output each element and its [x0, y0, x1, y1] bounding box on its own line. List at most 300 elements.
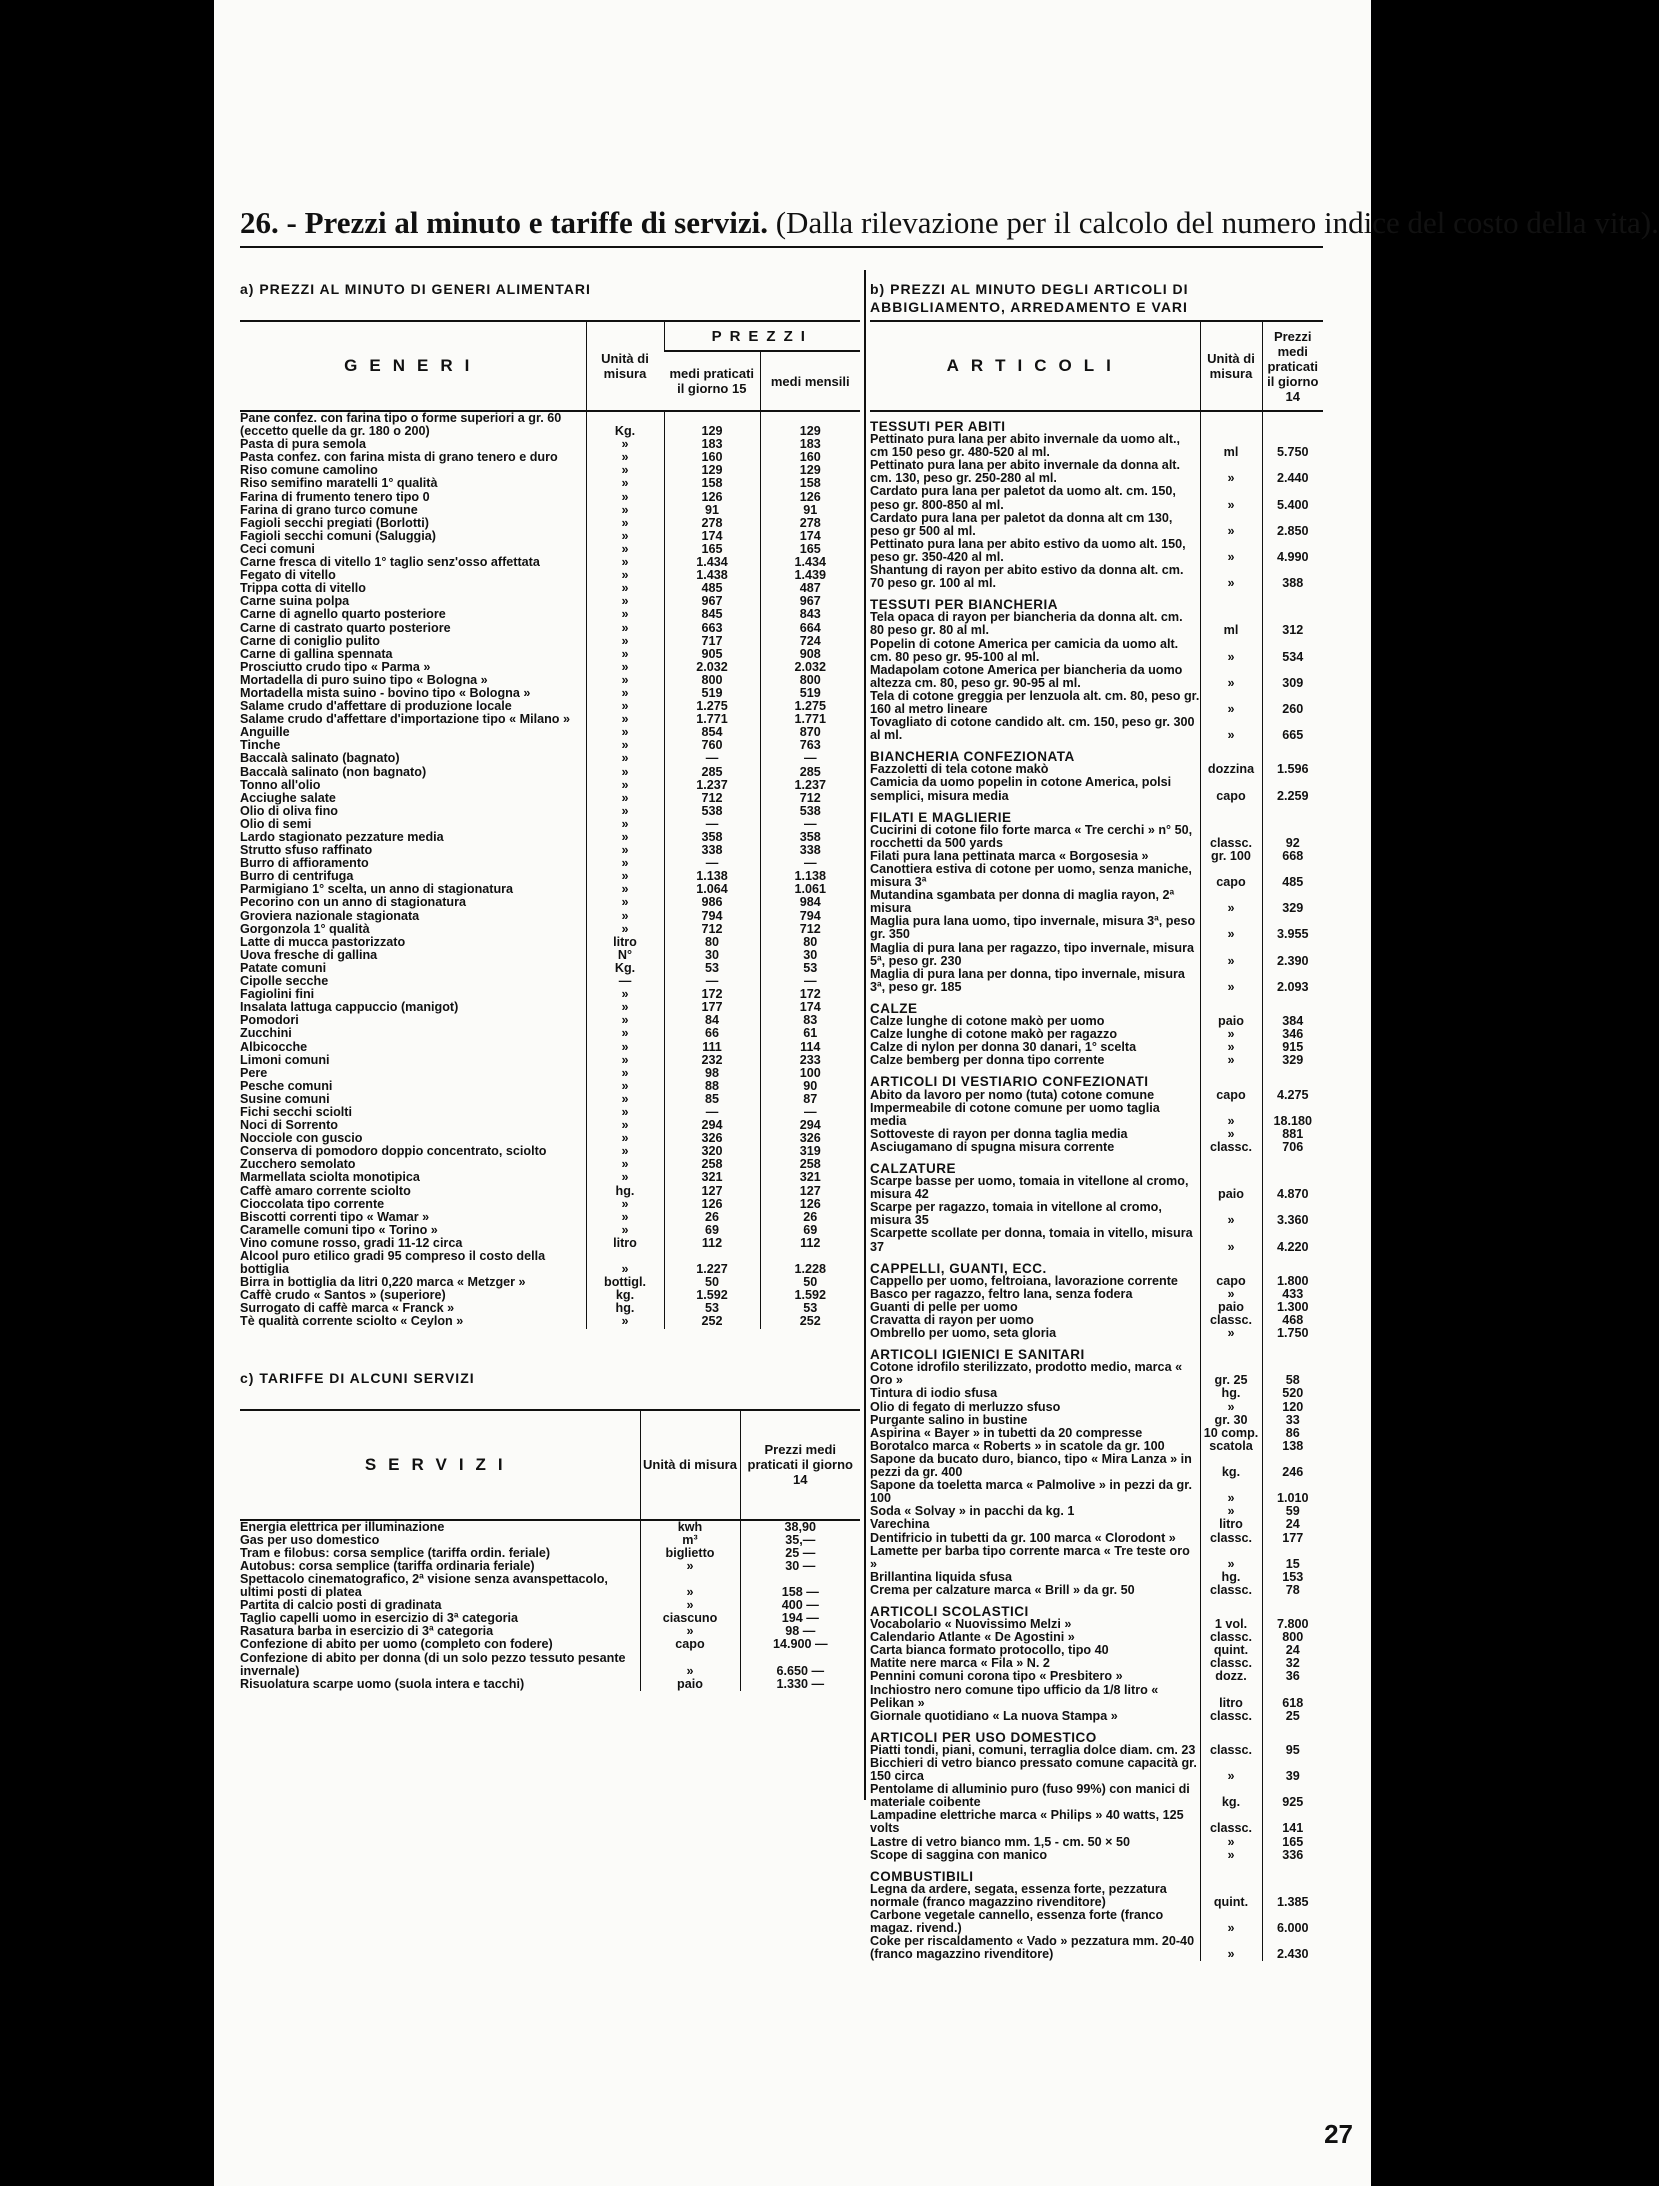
category-spacer: [1262, 590, 1323, 611]
item-price-month: 285: [760, 766, 860, 779]
article-label: Cravatta di rayon per uomo: [870, 1313, 1034, 1327]
article-unit: 10 comp.: [1200, 1427, 1262, 1440]
table-row: [240, 766, 860, 779]
article-label: Calze di nylon per donna 30 danari, 1° scelta: [870, 1040, 1137, 1055]
title-number: 26.: [240, 205, 279, 240]
item-price-month: 1.237: [760, 779, 860, 792]
item-label: Conserva di pomodoro doppio concentrato, sciolto: [240, 1144, 547, 1159]
article-price: 153: [1262, 1571, 1323, 1584]
table-row: [240, 1573, 860, 1599]
article-price: 39: [1262, 1757, 1323, 1783]
item-unit: »: [586, 608, 664, 621]
item-label: Pasta di pura semola: [240, 437, 366, 452]
table-row: [870, 664, 1323, 690]
table-row: [240, 1198, 860, 1211]
header-medi-mensili: medi mensili: [760, 351, 860, 411]
category-spacer: [1200, 411, 1262, 433]
item-price-day: 712: [664, 792, 760, 805]
item-unit: »: [586, 988, 664, 1001]
article-price: 309: [1262, 664, 1323, 690]
header-unit: Unità di misura: [586, 321, 664, 411]
item-label: Farina di grano turco comune: [240, 502, 418, 517]
item-price-day: 26: [664, 1211, 760, 1224]
table-row: [240, 975, 860, 988]
item-label: Anguille: [240, 725, 290, 740]
table-row: [870, 1102, 1323, 1128]
article-label: Canottiera estiva di cotone per uomo, senza maniche, misura 3ª: [870, 862, 1192, 890]
article-price: 706: [1262, 1141, 1323, 1154]
item-price-month: 319: [760, 1145, 860, 1158]
item-unit: »: [586, 1119, 664, 1132]
table-row: [870, 1757, 1323, 1783]
article-price: 25: [1262, 1710, 1323, 1723]
table-row: [870, 1883, 1323, 1909]
item-price-month: 90: [760, 1080, 860, 1093]
service-unit: biglietto: [640, 1547, 740, 1560]
item-unit: »: [586, 1014, 664, 1027]
item-price-day: 320: [664, 1145, 760, 1158]
table-row: [870, 1227, 1323, 1253]
item-label: Farina di frumento tenero tipo 0: [240, 489, 430, 504]
item-price-day: 485: [664, 582, 760, 595]
service-label: Risuolatura scarpe uomo (suola intera e tacchi): [240, 1676, 525, 1691]
item-label: Olio di semi: [240, 816, 312, 831]
item-unit: »: [586, 1224, 664, 1237]
article-unit: scatola: [1200, 1440, 1262, 1453]
table-row: [870, 1571, 1323, 1584]
table-row: [240, 1080, 860, 1093]
article-price: 2.259: [1262, 776, 1323, 802]
category-row: [870, 1154, 1323, 1175]
item-price-month: 114: [760, 1041, 860, 1054]
service-label: Taglio capelli uomo in esercizio di 3ª categoria: [240, 1611, 519, 1626]
item-unit: »: [586, 805, 664, 818]
item-unit: »: [586, 491, 664, 504]
table-row: [240, 1027, 860, 1040]
table-row: [240, 896, 860, 909]
article-price: 534: [1262, 638, 1323, 664]
article-label: Vocabolario « Nuovissimo Melzi »: [870, 1617, 1072, 1632]
article-label: Ombrello per uomo, seta gloria: [870, 1326, 1057, 1341]
table-row: [870, 1479, 1323, 1505]
item-label: Fegato di vitello: [240, 568, 336, 583]
item-price-day: 126: [664, 1198, 760, 1211]
table-row: [240, 622, 860, 635]
table-row: [870, 824, 1323, 850]
article-unit: classc.: [1200, 1744, 1262, 1757]
item-price-day: 538: [664, 805, 760, 818]
category-spacer: [1262, 1340, 1323, 1361]
item-unit: bottigl.: [586, 1276, 664, 1289]
item-price-day: 1.227: [664, 1250, 760, 1276]
table-row: [240, 1211, 860, 1224]
article-label: Scope di saggina con manico: [870, 1847, 1048, 1862]
item-unit: »: [586, 504, 664, 517]
category-row: [870, 590, 1323, 611]
item-unit: »: [586, 1211, 664, 1224]
article-label: Calendario Atlante « De Agostini »: [870, 1630, 1075, 1645]
article-unit: »: [1200, 512, 1262, 538]
article-price: 58: [1262, 1361, 1323, 1387]
item-price-month: 712: [760, 923, 860, 936]
category-spacer: [1200, 1340, 1262, 1361]
header-articles-prezzi: Prezzi medi praticati il giorno 14: [1262, 321, 1323, 411]
article-unit: »: [1200, 664, 1262, 690]
section-a-title: a) PREZZI AL MINUTO DI GENERI ALIMENTARI: [240, 281, 591, 297]
item-price-month: 1.592: [760, 1289, 860, 1302]
article-price: 346: [1262, 1028, 1323, 1041]
header-servizi: SERVIZI: [240, 1410, 640, 1520]
category-name: ARTICOLI DI VESTIARIO CONFEZIONATI: [870, 1074, 1149, 1090]
item-price-month: 100: [760, 1067, 860, 1080]
item-price-month: 174: [760, 1001, 860, 1014]
article-label: Olio di fegato di merluzzo sfuso: [870, 1399, 1061, 1414]
table-row: [240, 1014, 860, 1027]
table-row: [870, 690, 1323, 716]
table-row: [240, 923, 860, 936]
article-price: 668: [1262, 850, 1323, 863]
item-price-day: 158: [664, 477, 760, 490]
category-row: [870, 1597, 1323, 1618]
item-price-day: 30: [664, 949, 760, 962]
article-price: 384: [1262, 1015, 1323, 1028]
item-unit: »: [586, 556, 664, 569]
item-label: Parmigiano 1° scelta, un anno di stagionatura: [240, 882, 514, 897]
article-label: Coke per riscaldamento « Vado » pezzatura mm. 20-40 (franco magazzino rivenditore): [870, 1934, 1195, 1962]
item-price-day: 258: [664, 1158, 760, 1171]
item-price-month: 326: [760, 1132, 860, 1145]
table-row: [240, 792, 860, 805]
article-unit: dozzina: [1200, 763, 1262, 776]
article-unit: paio: [1200, 1175, 1262, 1201]
table-row: [240, 1054, 860, 1067]
table-row: [240, 530, 860, 543]
item-price-day: 69: [664, 1224, 760, 1237]
article-unit: »: [1200, 1935, 1262, 1961]
item-unit: »: [586, 517, 664, 530]
table-row: [240, 1067, 860, 1080]
article-unit: »: [1200, 942, 1262, 968]
item-price-month: 30: [760, 949, 860, 962]
article-label: Mutandina sgambata per donna di maglia rayon, 2ª misura: [870, 888, 1175, 916]
item-price-month: 126: [760, 491, 860, 504]
item-price-day: 174: [664, 530, 760, 543]
table-row: [240, 491, 860, 504]
category-spacer: [1200, 1254, 1262, 1275]
service-unit: ciascuno: [640, 1612, 740, 1625]
article-unit: »: [1200, 485, 1262, 511]
item-label: Groviera nazionale stagionata: [240, 908, 420, 923]
item-unit: »: [586, 870, 664, 883]
section-a: [240, 270, 860, 1691]
table-row: [870, 1670, 1323, 1683]
item-price-day: 794: [664, 910, 760, 923]
item-price-month: 258: [760, 1158, 860, 1171]
table-row: [870, 1141, 1323, 1154]
article-label: Pennini comuni corona tipo « Presbitero »: [870, 1669, 1123, 1684]
article-price: 7.800: [1262, 1618, 1323, 1631]
article-unit: »: [1200, 1288, 1262, 1301]
article-label: Varechina: [870, 1517, 930, 1532]
table-row: [240, 1547, 860, 1560]
category-row: [870, 994, 1323, 1015]
table-row: [240, 726, 860, 739]
category-spacer: [1262, 411, 1323, 433]
item-price-day: 326: [664, 1132, 760, 1145]
article-label: Popelin di cotone America per camicia da uomo alt. cm. 80 peso gr. 95-100 al ml.: [870, 636, 1179, 664]
header-articoli: ARTICOLI: [870, 321, 1200, 411]
item-unit: »: [586, 1250, 664, 1276]
item-unit: »: [586, 530, 664, 543]
article-label: Lamette per barba tipo corrente marca « Tre teste oro »: [870, 1543, 1190, 1571]
article-price: 141: [1262, 1809, 1323, 1835]
article-unit: classc.: [1200, 1657, 1262, 1670]
item-unit: »: [586, 818, 664, 831]
article-price: 388: [1262, 564, 1323, 590]
article-price: 6.000: [1262, 1909, 1323, 1935]
table-row: [240, 1001, 860, 1014]
item-unit: »: [586, 1106, 664, 1119]
item-label: Baccalà salinato (non bagnato): [240, 764, 427, 779]
article-label: Fazzoletti di tela cotone makò: [870, 762, 1049, 777]
item-unit: »: [586, 1093, 664, 1106]
category-spacer: [1200, 590, 1262, 611]
item-unit: »: [586, 1158, 664, 1171]
item-unit: »: [586, 1132, 664, 1145]
item-price-day: 986: [664, 896, 760, 909]
category-spacer: [1200, 1597, 1262, 1618]
item-unit: »: [586, 582, 664, 595]
item-label: Baccalà salinato (bagnato): [240, 751, 400, 766]
article-price: 59: [1262, 1505, 1323, 1518]
item-unit: »: [586, 648, 664, 661]
table-row: [870, 915, 1323, 941]
item-unit: »: [586, 1067, 664, 1080]
item-price-day: 232: [664, 1054, 760, 1067]
article-label: Lampadine elettriche marca « Philips » 40 watts, 125 volts: [870, 1808, 1184, 1836]
article-price: 4.220: [1262, 1227, 1323, 1253]
item-unit: »: [586, 831, 664, 844]
table-row: [240, 648, 860, 661]
item-unit: kg.: [586, 1289, 664, 1302]
article-price: 915: [1262, 1041, 1323, 1054]
article-label: Scarpe basse per uomo, tomaia in vitellone al cromo, misura 42: [870, 1174, 1189, 1202]
article-unit: gr. 30: [1200, 1414, 1262, 1427]
article-label: Filati pura lana pettinata marca « Borgosesia »: [870, 848, 1149, 863]
item-price-day: —: [664, 857, 760, 870]
article-unit: classc.: [1200, 1631, 1262, 1644]
article-unit: »: [1200, 1128, 1262, 1141]
item-unit: »: [586, 1198, 664, 1211]
services-table: [240, 1409, 860, 1691]
article-unit: capo: [1200, 863, 1262, 889]
category-spacer: [1200, 1154, 1262, 1175]
item-price-month: 1.439: [760, 569, 860, 582]
item-label: Fagioli secchi pregiati (Borlotti): [240, 515, 429, 530]
item-label: Tè qualità corrente sciolto « Ceylon »: [240, 1314, 464, 1329]
item-price-month: —: [760, 857, 860, 870]
item-price-day: 50: [664, 1276, 760, 1289]
item-price-month: 278: [760, 517, 860, 530]
table-row: [870, 968, 1323, 994]
item-price-day: 519: [664, 687, 760, 700]
article-label: Calze lunghe di cotone makò per uomo: [870, 1014, 1105, 1029]
category-row: [870, 1862, 1323, 1883]
table-row: [870, 564, 1323, 590]
article-label: Matite nere marca « Fila » N. 2: [870, 1656, 1050, 1671]
item-label: Pane confez. con farina tipo o forme superiori a gr. 60 (eccetto quelle da gr. 180 o 200): [240, 411, 562, 439]
item-label: Vino comune rosso, gradi 11-12 circa: [240, 1235, 463, 1250]
article-label: Carta bianca formato protocollo, tipo 40: [870, 1643, 1109, 1658]
item-label: Latte di mucca pastorizzato: [240, 934, 406, 949]
section-b-title: b) PREZZI AL MINUTO DEGLI ARTICOLI DI ABBIGLIAMENTO, ARREDAMENTO E VARI: [870, 281, 1189, 315]
item-unit: »: [586, 477, 664, 490]
service-label: Partita di calcio posti di gradinata: [240, 1598, 442, 1613]
item-price-day: 760: [664, 739, 760, 752]
article-price: 120: [1262, 1401, 1323, 1414]
category-name: CALZE: [870, 1000, 918, 1016]
article-price: 78: [1262, 1584, 1323, 1597]
item-unit: N°: [586, 949, 664, 962]
category-spacer: [1200, 742, 1262, 763]
item-price-day: 1.438: [664, 569, 760, 582]
item-label: Salame crudo d'affettare di produzione locale: [240, 699, 512, 714]
item-label: Pere: [240, 1065, 268, 1080]
article-price: 925: [1262, 1783, 1323, 1809]
article-unit: classc.: [1200, 1532, 1262, 1545]
article-unit: paio: [1200, 1301, 1262, 1314]
article-price: 1.300: [1262, 1301, 1323, 1314]
article-unit: »: [1200, 1849, 1262, 1862]
category-spacer: [1200, 803, 1262, 824]
item-unit: »: [586, 1027, 664, 1040]
article-label: Madapolam cotone America per biancheria da uomo altezza cm. 80, peso gr. 90-95 al ml.: [870, 662, 1183, 690]
table-row: [870, 1275, 1323, 1288]
article-price: 329: [1262, 889, 1323, 915]
table-row: [240, 713, 860, 726]
item-label: Uova fresche di gallina: [240, 947, 378, 962]
item-price-day: 712: [664, 923, 760, 936]
header-articles-unit: Unità di misura: [1200, 321, 1262, 411]
article-label: Calze bemberg per donna tipo corrente: [870, 1053, 1105, 1068]
item-unit: »: [586, 1041, 664, 1054]
item-price-day: 112: [664, 1237, 760, 1250]
item-price-day: 53: [664, 1302, 760, 1315]
item-price-month: 870: [760, 726, 860, 739]
item-unit: »: [586, 1171, 664, 1184]
table-row: [240, 1560, 860, 1573]
table-row: [240, 962, 860, 975]
category-spacer: [1262, 742, 1323, 763]
table-row: [870, 459, 1323, 485]
item-label: Carne di agnello quarto posteriore: [240, 607, 446, 622]
item-price-day: 66: [664, 1027, 760, 1040]
item-label: Birra in bottiglia da litri 0,220 marca « Metzger »: [240, 1275, 526, 1290]
service-price: 400 —: [740, 1599, 860, 1612]
item-price-day: 1.138: [664, 870, 760, 883]
article-price: 329: [1262, 1054, 1323, 1067]
item-price-month: 724: [760, 635, 860, 648]
item-price-day: —: [664, 818, 760, 831]
item-price-day: 84: [664, 1014, 760, 1027]
item-price-day: 800: [664, 674, 760, 687]
table-sheet: [240, 200, 1659, 2130]
item-label: Cipolle secche: [240, 974, 329, 989]
category-name: ARTICOLI SCOLASTICI: [870, 1603, 1029, 1619]
article-price: 32: [1262, 1657, 1323, 1670]
item-label: Carne di castrato quarto posteriore: [240, 620, 451, 635]
item-price-day: 160: [664, 451, 760, 464]
article-label: Asciugamano di spugna misura corrente: [870, 1139, 1115, 1154]
article-unit: classc.: [1200, 1710, 1262, 1723]
item-price-month: 338: [760, 844, 860, 857]
item-unit: »: [586, 543, 664, 556]
header-services-unit: Unità di misura: [640, 1410, 740, 1520]
article-unit: »: [1200, 1545, 1262, 1571]
article-label: Brillantina liquida sfusa: [870, 1569, 1013, 1584]
article-label: Sottoveste di rayon per donna taglia media: [870, 1126, 1128, 1141]
table-row: [870, 1909, 1323, 1935]
table-row: [870, 1836, 1323, 1849]
item-label: Fagioli secchi comuni (Saluggia): [240, 528, 436, 543]
item-label: Nocciole con guscio: [240, 1131, 363, 1146]
item-unit: »: [586, 674, 664, 687]
item-unit: »: [586, 713, 664, 726]
column-divider: [864, 270, 866, 1800]
table-row: [870, 889, 1323, 915]
item-unit: »: [586, 883, 664, 896]
item-unit: »: [586, 661, 664, 674]
article-label: Abito da lavoro per nomo (tuta) cotone comune: [870, 1087, 1155, 1102]
item-price-month: 843: [760, 608, 860, 621]
article-price: 3.955: [1262, 915, 1323, 941]
category-spacer: [1262, 1067, 1323, 1088]
item-price-day: 1.771: [664, 713, 760, 726]
service-label: Tram e filobus: corsa semplice (tariffa ordin. feriale): [240, 1545, 551, 1560]
category-spacer: [1262, 1597, 1323, 1618]
article-unit: »: [1200, 690, 1262, 716]
item-label: Marmellata sciolta monotipica: [240, 1170, 420, 1185]
item-price-day: 91: [664, 504, 760, 517]
table-row: [870, 1710, 1323, 1723]
table-row: [870, 863, 1323, 889]
article-label: Borotalco marca « Roberts » in scatole da gr. 100: [870, 1438, 1165, 1453]
article-price: 177: [1262, 1532, 1323, 1545]
item-unit: »: [586, 1054, 664, 1067]
article-unit: classc.: [1200, 1809, 1262, 1835]
service-price: 98 —: [740, 1625, 860, 1638]
item-price-month: 172: [760, 988, 860, 1001]
category-spacer: [1262, 994, 1323, 1015]
item-price-day: 252: [664, 1315, 760, 1328]
article-label: Calze lunghe di cotone makò per ragazzo: [870, 1027, 1118, 1042]
item-label: Patate comuni: [240, 960, 327, 975]
item-price-day: 663: [664, 622, 760, 635]
article-price: 618: [1262, 1684, 1323, 1710]
article-label: Inchiostro nero comune tipo ufficio da 1/8 litro « Pelikan »: [870, 1682, 1159, 1710]
article-price: 24: [1262, 1518, 1323, 1531]
article-label: Cardato pura lana per paletot da uomo alt. cm. 150, peso gr. 800-850 al ml.: [870, 484, 1176, 512]
item-price-month: 233: [760, 1054, 860, 1067]
table-row: [240, 1185, 860, 1198]
article-price: 33: [1262, 1414, 1323, 1427]
item-unit: litro: [586, 1237, 664, 1250]
section-c-title: c) TARIFFE DI ALCUNI SERVIZI: [240, 1369, 475, 1386]
item-price-month: 165: [760, 543, 860, 556]
article-label: Guanti di pelle per uomo: [870, 1299, 1018, 1314]
item-unit: »: [586, 700, 664, 713]
item-price-day: 126: [664, 491, 760, 504]
